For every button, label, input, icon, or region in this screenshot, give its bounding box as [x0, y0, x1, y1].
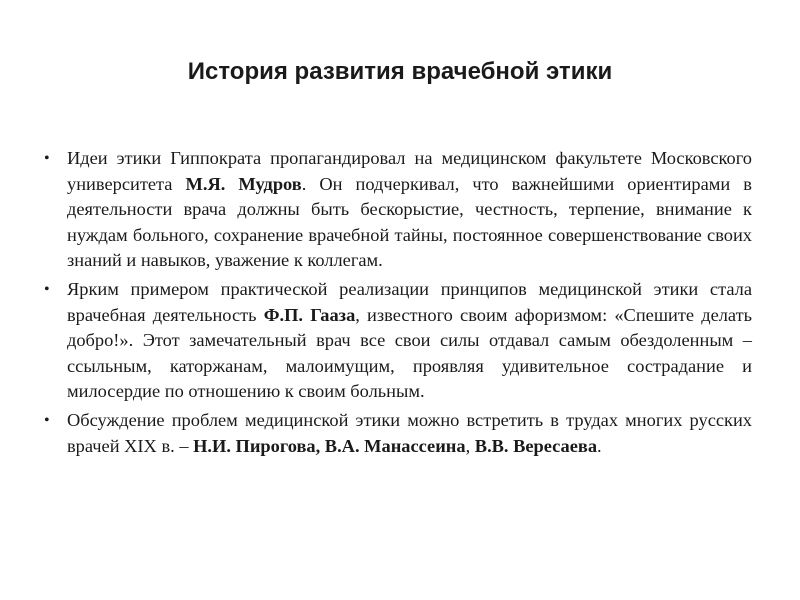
bullet-list	[44, 146, 752, 462]
bullet-text: ,	[465, 435, 475, 456]
slide-title: История развития врачебной этики	[187, 58, 613, 85]
bullet-text: Ярким примером практической реализации принципов медицинской этики стала врачебная деятельность	[67, 278, 752, 325]
bullet-item-mudrov	[44, 146, 752, 274]
person-name: В.В. Вересаева	[474, 435, 598, 456]
bullet-item-russian-doctors	[44, 408, 752, 459]
bullet-dot-icon: •	[44, 280, 50, 298]
bullet-text: Обсуждение проблем медицинской этики можно встретить в трудах многих русских врачей XIX в. –	[67, 409, 752, 456]
bullet-text: Идеи этики Гиппократа пропагандировал на медицинском факультете Московского университета	[67, 148, 752, 194]
bullet-text: . Он подчеркивал, что важнейшими ориентирами в деятельности врача должны быть бескорыстие, честность, терпение, внимание к нуждам больного, сохранение врачебной тайны, постоянное совершенствование своих знаний и навыков, уважение к коллегам.	[67, 173, 752, 271]
person-name: М.Я. Мудров	[185, 173, 302, 194]
bullet-dot-icon: •	[44, 411, 50, 429]
person-name: Ф.П. Гааза	[263, 304, 356, 325]
bullet-text: , известного своим афоризмом: «Спешите делать добро!». Этот замечательный врач все свои силы отдавал самым обездоленным – ссыльным, каторжанам, малоимущим, проявляя удивительное сострадание и милосердие по отношению к своим больным.	[67, 304, 753, 402]
person-name: Н.И. Пирогова, В.А. Манассеина	[193, 435, 466, 456]
bullet-text: .	[597, 435, 602, 456]
bullet-item-haas	[44, 277, 752, 405]
bullet-dot-icon: •	[44, 150, 50, 167]
